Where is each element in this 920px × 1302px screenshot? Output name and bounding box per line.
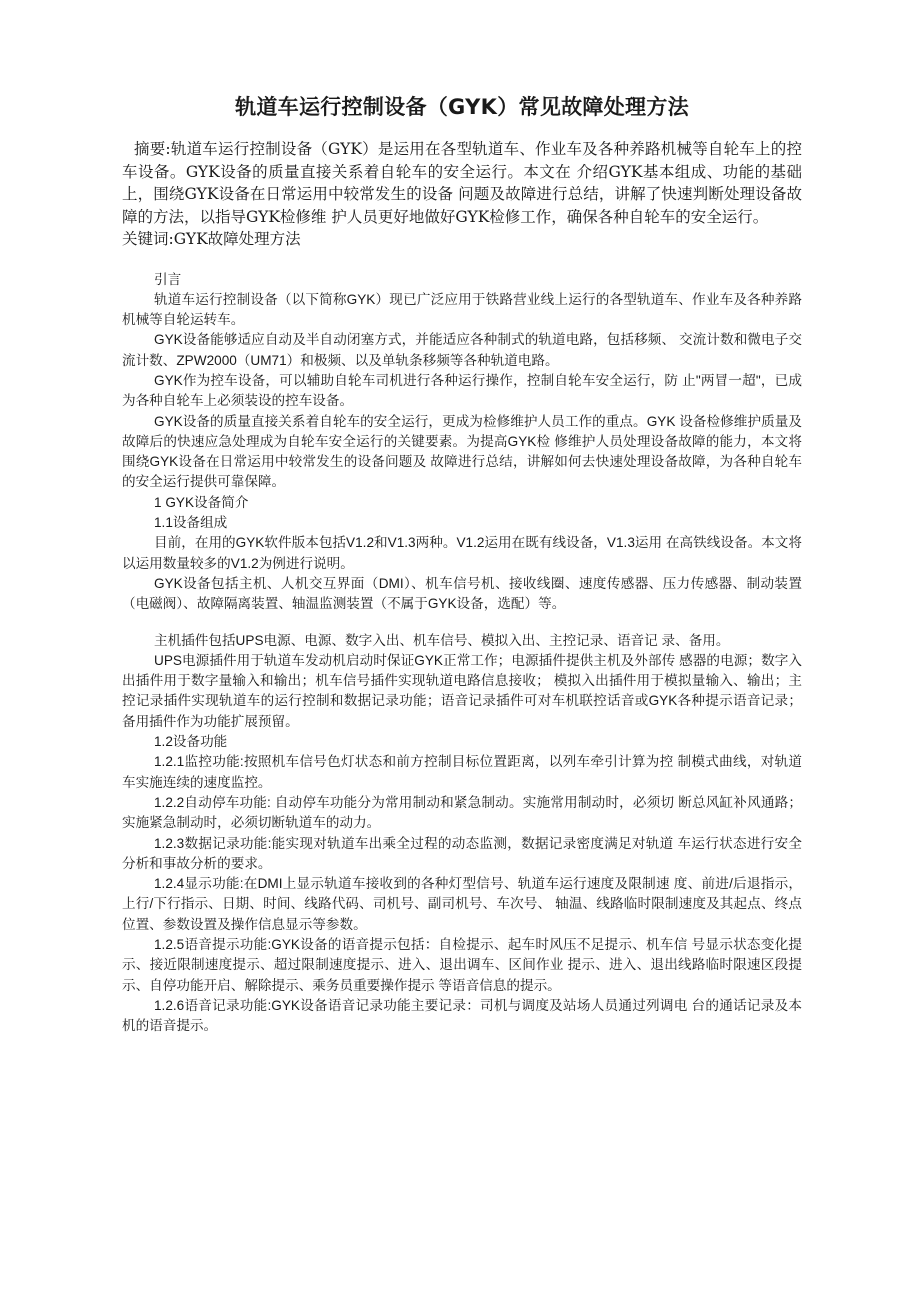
paragraph: 主机插件包括UPS电源、电源、数字入出、机车信号、模拟入出、主控记录、语音记 录、备用。 — [154, 632, 730, 648]
paragraph: 目前，在用的GYK软件版本包括V1.2和V1.3两种。V1.2运用在既有线设备，V1.3运用 在高铁线设备。本文将以运用数量较多的V1.2为例进行说明。 — [122, 535, 802, 571]
abstract-text: 摘要:轨道车运行控制设备（GYK）是运用在各型轨道车、作业车及各种养路机械等自轮车上的控车设备。GYK设备的质量直接关系着自轮车的安全运行。本文在 介绍GYK基本组成、功能的基础上，围绕GYK设备在日常运用中较常发生的设备 问题及故障进行总结，讲解了快速判断处理设备故障的方法，以指导GYK检修维 护人员更好地做好GYK检修工作，确保各种自轮车的安全运行。 — [122, 140, 802, 226]
document-title: 轨道车运行控制设备（GYK）常见故障处理方法 — [235, 95, 689, 119]
paragraph: 1.2.6语音记录功能:GYK设备语音记录功能主要记录：司机与调度及站场人员通过列调电 台的通话记录及本机的语音提示。 — [122, 997, 802, 1034]
paragraph: GYK设备的质量直接关系着自轮车的安全运行，更成为检修维护人员工作的重点。GYK 设备检修维护质量及故障后的快速应急处理成为自轮车安全运行的关键要素。为提高GYK检 修维护人员处理设备故障的能力，本文将围绕GYK设备在日常运用中较常发生的设备问题及 故障进行总结，讲解如何去快速处理设备故障，为各种自轮车的安全运行提供可靠保障。 — [122, 413, 802, 490]
paragraph: UPS电源插件用于轨道车发动机启动时保证GYK正常工作；电源插件提供主机及外部传 感器的电源；数字入出插件用于数字量输入和输出；机车信号插件实现轨道电路信息接收； 模拟入出插件用于模拟量输入、输出；主控记录插件实现轨道车的运行控制和数据记录功能；语音记录插件可对车机联控话音或GYK各种提示语音记录；备用插件作为功能扩展预留。 — [122, 652, 802, 729]
paragraph: 1.2.4显示功能:在DMI上显示轨道车接收到的各种灯型信号、轨道车运行速度及限制速 度、前进/后退指示，上行/下行指示、日期、时间、线路代码、司机号、副司机号、车次号、 轴温、线路临时限制速度及其起点、终点位置、参数设置及操作信息显示等参数。 — [122, 876, 802, 932]
section-heading: 1 GYK设备简介 — [154, 494, 249, 510]
body-section — [122, 270, 802, 1037]
paragraph: 1.2.3数据记录功能:能实现对轨道车出乘全过程的动态监测，数据记录密度满足对轨道 车运行状态进行安全分析和事故分析的要求。 — [122, 835, 802, 871]
keywords: 关键词:GYK故障处理方法 — [122, 230, 301, 248]
paragraph: 1.2.2自动停车功能: 自动停车功能分为常用制动和紧急制动。实施常用制动时，必须切 断总风缸补风通路；实施紧急制动时，必须切断轨道车的动力。 — [122, 794, 802, 831]
paragraph: GYK设备能够适应自动及半自动闭塞方式，并能适应各种制式的轨道电路，包括移频、 交流计数和微电子交流计数、ZPW2000（UM71）和极频、以及单轨条移频等各种轨道电路。 — [122, 332, 802, 368]
document-page — [122, 0, 802, 1036]
paragraph: 1.2.5语音提示功能:GYK设备的语音提示包括：自检提示、起车时风压不足提示、机车信 号显示状态变化提示、接近限制速度提示、超过限制速度提示、进入、退出调车、区间作业 提示、进入、退出线路临时限速区段提示、自停功能开启、解除提示、乘务员重要操作提示 等语音信息的提示。 — [122, 937, 802, 993]
paragraph: 1.2.1监控功能:按照机车信号色灯状态和前方控制目标位置距离，以列车牵引计算为控 制模式曲线，对轨道车实施连续的速度监控。 — [122, 754, 802, 790]
paragraph: 轨道车运行控制设备（以下简称GYK）现已广泛应用于铁路营业线上运行的各型轨道车、作业车及各种养路机械等自轮运转车。 — [122, 291, 802, 328]
subsection-heading: 1.2设备功能 — [154, 734, 228, 750]
paragraph: GYK设备包括主机、人机交互界面（DMI）、机车信号机、接收线圈、速度传感器、压力传感器、制动装置（电磁阀）、故障隔离装置、轴温监测装置（不属于GYK设备，选配）等。 — [122, 575, 802, 612]
paragraph: GYK作为控车设备，可以辅助自轮车司机进行各种运行操作，控制自轮车安全运行，防 止"两冒一超"，已成为各种自轮车上必须装设的控车设备。 — [122, 372, 802, 409]
subsection-heading: 1.1设备组成 — [154, 515, 228, 531]
abstract-section — [122, 138, 802, 251]
intro-heading: 引言 — [154, 271, 182, 287]
